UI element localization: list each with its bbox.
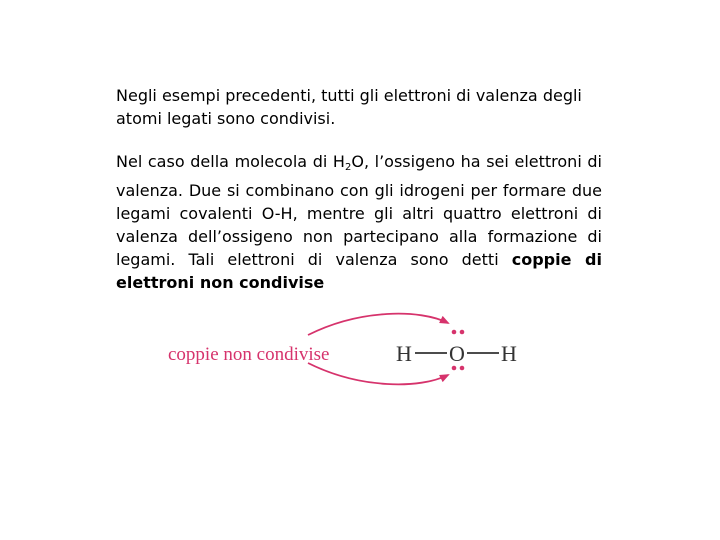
hydrogen-left: H [396,341,412,366]
paragraph-water-molecule [116,150,602,294]
subscript-2: 2 [344,162,352,173]
arrow-to-top-lone-pair [308,314,448,335]
lone-pairs-label: coppie non condivise [168,344,330,365]
hydrogen-right: H [501,341,517,366]
arrow-to-bottom-lone-pair [308,363,448,384]
lone-pair-bottom-dot-2 [460,366,465,371]
text-segment: Nel caso della molecola di H [116,152,345,171]
bold-term: coppie di elettroni non condivise [116,250,602,292]
text-segment: O, l’ossigeno ha sei elettroni di valenza. Due si combinano con gli idrogeni per formare due legami covalenti O-H, mentre gli altri quattro elettroni di valenza dell’ossigeno non partecipano alla formazione di legami. Tali elettroni di valenza sono detti [116,152,602,269]
paragraph-intro: Negli esempi precedenti, tutti gli elettroni di valenza degli atomi legati sono condivisi. [116,86,582,128]
lone-pair-top-dot-2 [460,330,465,335]
water-lewis-diagram [160,305,540,395]
lone-pair-top-dot-1 [452,330,457,335]
oxygen-center: O [449,341,465,366]
lone-pair-bottom-dot-1 [452,366,457,371]
